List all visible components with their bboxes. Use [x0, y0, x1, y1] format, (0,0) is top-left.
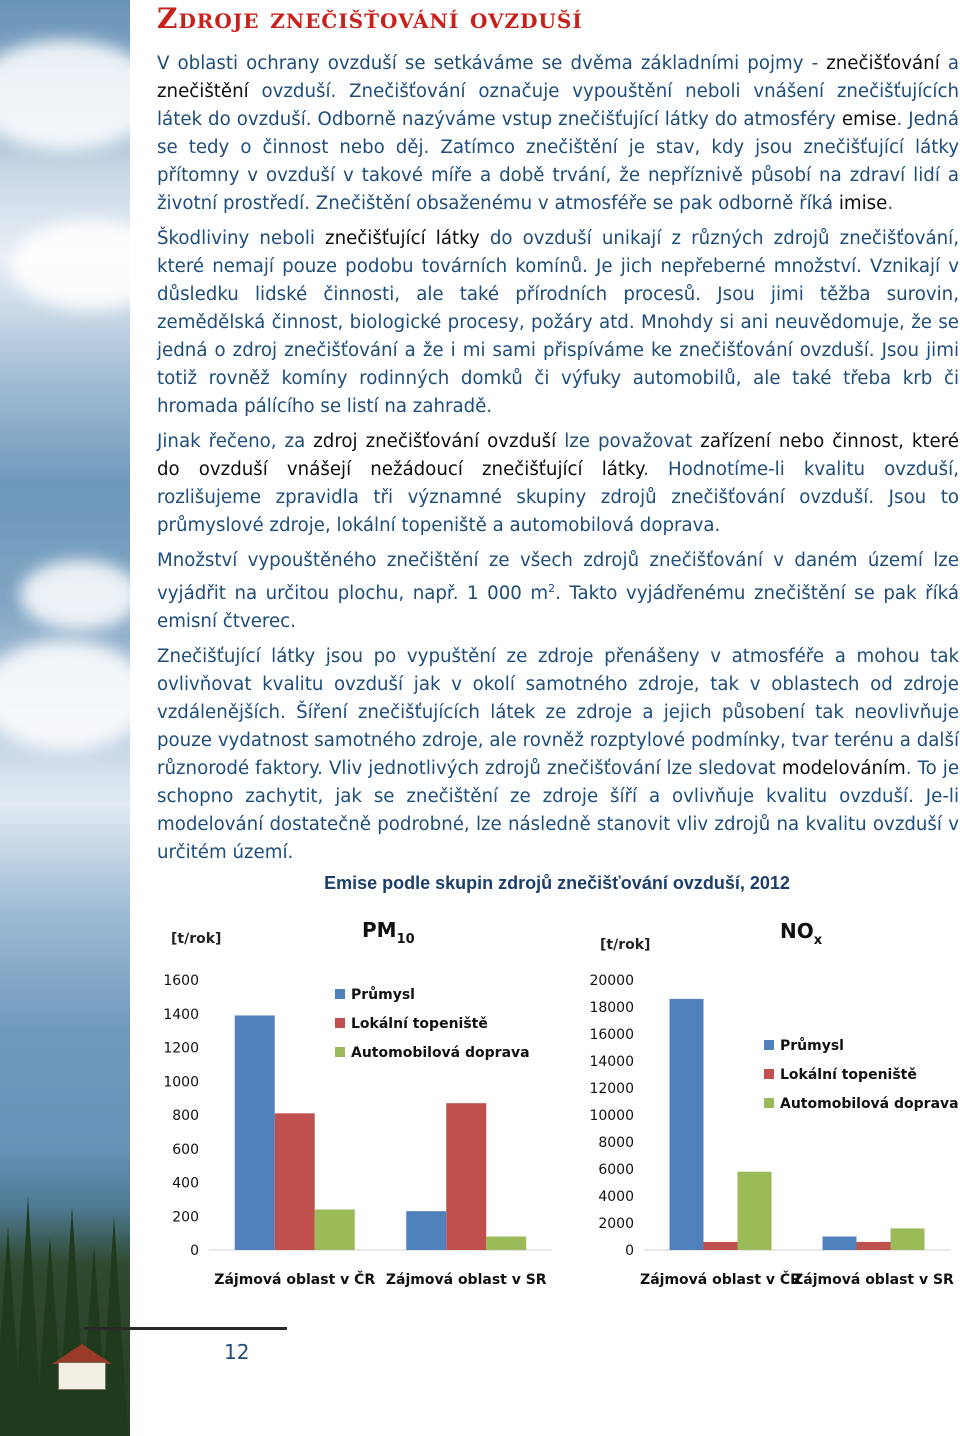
text-run: . Takto vyjádřenému znečištění se pak říká emisní čtverec. [157, 583, 959, 633]
y-tick-label: 12000 [590, 1081, 634, 1097]
chart-title [362, 918, 415, 947]
footer-rule [84, 1327, 287, 1330]
text-run: lze považovat [556, 431, 701, 452]
y-tick-label: 800 [172, 1108, 199, 1124]
text-run: . [887, 193, 894, 214]
y-tick-label: 18000 [590, 1000, 634, 1016]
keyword: emise [841, 109, 897, 130]
bar [704, 1242, 738, 1250]
y-tick-label: 600 [172, 1141, 199, 1158]
keyword: imise [838, 193, 888, 214]
y-tick-label: 0 [625, 1243, 634, 1259]
legend-label: Automobilová doprava [351, 1045, 530, 1061]
legend-label: Průmysl [780, 1038, 844, 1054]
chart-pm10-svg [157, 905, 557, 1300]
bar [670, 999, 704, 1250]
keyword: znečišťující látky [325, 228, 480, 249]
bar [891, 1228, 925, 1250]
chart-nox-svg [590, 905, 960, 1300]
page-number: 12 [224, 1340, 250, 1364]
chart-pm10 [157, 905, 557, 1304]
y-tick-label: 20000 [590, 973, 634, 989]
text-run: V oblasti ochrany ovzduší se setkáváme se dvěma základními pojmy - [157, 53, 827, 74]
bar [406, 1211, 446, 1250]
legend-swatch [764, 1098, 774, 1108]
bar [235, 1015, 275, 1250]
page-heading: Zdroje znečišťování ovzduší [157, 2, 583, 35]
y-tick-label: 8000 [598, 1135, 634, 1151]
chart-title-main: NO [780, 919, 814, 943]
text-run: . To je schopno zachytit, jak se znečištění ze zdroje šíří a ovlivňuje kvalitu ovzduší. Je-li modelování dostatečně podrobné, lze následně stanovit vliv zdrojů na kvalitu ovzduší v určitém území. [157, 758, 960, 864]
legend-swatch [335, 1047, 345, 1057]
y-tick-label: 200 [172, 1209, 199, 1226]
article-body [157, 50, 959, 874]
text-run: Škodliviny neboli [157, 228, 326, 249]
text-run: do ovzduší unikají z různých zdrojů znečišťování, které nemají pouze podobu továrních komínů. Je jich nepřeberné množství. Vznikají v důsledku lidské činnosti, ale také přírodních procesů. Jsou jimi těžba surovin, zemědělská činnost, biologické procesy, požáry atd. Mnohdy si ani neuvědomuje, že se jedná o zdroj znečišťování a že i mi sami přispíváme ke znečišťování ovzduší. Jsou jimi totiž rovněž komíny rodinných domků či výfuky automobilů, ale také třeba krb či hromada pálícího se listí na zahradě. [157, 228, 959, 417]
superscript: 2 [548, 582, 556, 595]
y-tick-label: 4000 [598, 1189, 634, 1205]
chart-title-subscript: x [813, 933, 823, 948]
legend-swatch [335, 1018, 345, 1028]
bar [823, 1237, 857, 1251]
chart-title-subscript: 10 [396, 932, 415, 947]
y-tick-label: 2000 [598, 1216, 634, 1232]
y-tick-label: 14000 [590, 1054, 634, 1070]
sky-forest-sidebar-image [0, 0, 130, 1436]
keyword: zdroj znečišťování ovzduší [313, 431, 557, 452]
bar [275, 1113, 315, 1250]
axis-unit-label: [t/rok] [600, 937, 651, 953]
bar [857, 1242, 891, 1250]
text-run: . Hodnotíme-li kvalitu ovzduší, rozlišujeme zpravidla tři významné skupiny zdrojů znečišťování ovzduší. Jsou to průmyslové zdroje, lokální topeniště a automobilová doprava. [157, 459, 959, 536]
paragraph [157, 50, 959, 218]
x-category-label: Zájmová oblast v ČR [640, 1272, 801, 1288]
keyword: zařízení nebo činnost, které do ovzduší vnášejí nežádoucí znečišťující látky [157, 431, 959, 480]
y-tick-label: 1600 [163, 973, 199, 989]
y-tick-label: 0 [190, 1243, 199, 1259]
x-category-label: Zájmová oblast v SR [793, 1272, 954, 1288]
y-tick-label: 400 [172, 1175, 199, 1192]
x-category-label: Zájmová oblast v ČR [214, 1272, 376, 1288]
legend-label: Lokální topeniště [780, 1067, 917, 1083]
y-tick-label: 1200 [163, 1040, 199, 1057]
bar [315, 1210, 355, 1251]
text-run: a [939, 53, 959, 74]
keyword: znečišťování [826, 53, 940, 74]
y-tick-label: 16000 [590, 1027, 634, 1043]
chart-title-main: PM [362, 918, 397, 942]
text-run: Znečišťující látky jsou po vypuštění ze zdroje přenášeny v atmosféře a mohou tak ovlivňovat kvalitu ovzduší jak v okolí samotného zdroje, tak v oblastech od zdroje vzdálenějších. Šíření znečišťujících látek ze zdroje a jejich působení tak neovlivňuje pouze vydatnost samotného zdroje, ale rovněž rozptylové podmínky, tvar terénu a další různorodé faktory. Vliv jednotlivých zdrojů znečišťování lze sledovat [157, 646, 959, 780]
legend-label: Průmysl [351, 987, 415, 1003]
bar [446, 1103, 486, 1250]
legend-swatch [764, 1069, 774, 1079]
keyword: znečištění [157, 81, 249, 102]
paragraph [157, 225, 959, 421]
text-run: ovzduší. Znečišťování označuje vypouštění neboli vnášení znečišťujících látek do ovzduší. Odborně nazýváme vstup znečišťující látky do atmosféry [157, 81, 959, 130]
y-tick-label: 1000 [163, 1074, 199, 1091]
legend-swatch [335, 989, 345, 999]
paragraph [157, 643, 959, 867]
keyword: modelováním [781, 758, 906, 780]
legend-label: Automobilová doprava [780, 1096, 959, 1112]
y-tick-label: 1400 [163, 1006, 199, 1023]
bar [738, 1172, 772, 1250]
axis-unit-label: [t/rok] [171, 931, 222, 947]
chart-caption: Emise podle skupin zdrojů znečišťování ovzduší, 2012 [324, 873, 790, 893]
paragraph [157, 428, 959, 540]
legend-label: Lokální topeniště [351, 1016, 488, 1032]
bar [486, 1237, 526, 1251]
chart-nox [590, 905, 960, 1304]
x-category-label: Zájmová oblast v SR [385, 1272, 547, 1288]
paragraph [157, 547, 959, 636]
text-run: Jinak řečeno, za [157, 431, 314, 452]
y-tick-label: 6000 [598, 1162, 634, 1178]
y-tick-label: 10000 [590, 1108, 634, 1124]
text-run: . Jedná se tedy o činnost nebo děj. Zatímco znečištění je stav, kdy jsou znečišťující látky přítomny v ovzduší v takové míře a době trvání, že nepříznivě působí na zdraví lidí a životní prostředí. Znečištění obsaženému v atmosféře se pak odborně říká [157, 109, 959, 214]
chart-title [780, 919, 823, 948]
legend-swatch [764, 1040, 774, 1050]
text-run: Množství vypouštěného znečištění ze všech zdrojů znečišťování v daném území lze vyjádřit na určitou plochu, např. 1 000 m [157, 550, 959, 605]
